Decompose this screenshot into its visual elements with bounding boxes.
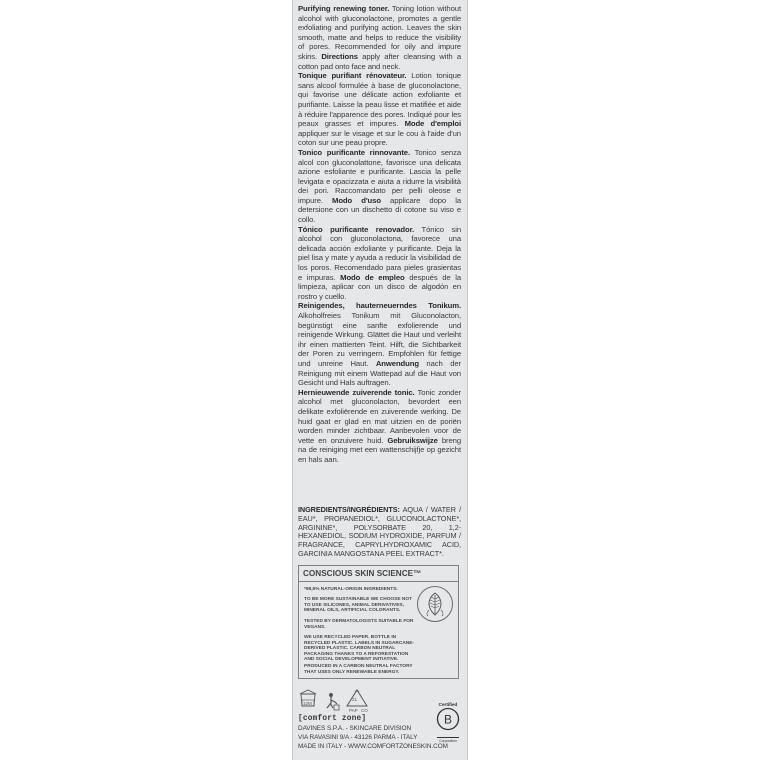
ingredients-block	[298, 506, 461, 559]
directions-heading: Modo d'uso	[332, 195, 381, 205]
recycle-number: 21	[352, 697, 358, 702]
bcorp-corporation-label: Corporation	[439, 739, 457, 743]
claim-natural-origin: *98,5% NATURAL-ORIGIN INGREDIENTS.	[304, 587, 398, 592]
pao-jar-icon	[298, 688, 318, 712]
bcorp-logo-icon	[436, 707, 460, 731]
recycle-material-suffix: CO	[361, 708, 368, 713]
section-en	[298, 4, 461, 71]
section-body: Tonico senza alcol con gluconolattone, favorisce una delicata azione esfoliante e purificante. Lascia la pelle levigata e opacizzata e aiuta a ridurre la visibilità dei pori. Raccomandato per pelli oleose e impure.	[298, 147, 461, 205]
brand-logo: [comfort zone]	[298, 715, 367, 723]
bcorp-badge	[433, 702, 463, 758]
section-heading: Tónico purificante renovador.	[298, 224, 415, 234]
claim-carbon-neutral-factory: PRODUCED IN A CARBON NEUTRAL FACTORY THAT USES ONLY RENEWABLE ENERGY.	[304, 664, 413, 675]
recycle-material: PAP	[349, 708, 358, 713]
section-it	[298, 148, 461, 225]
directions-text: nach der Reinigung mit einem Wattepad auf die Haut von Gesicht und Hals auftragen.	[298, 358, 462, 388]
section-fr	[298, 71, 461, 148]
section-de	[298, 301, 461, 387]
section-es	[298, 225, 461, 302]
box-divider	[299, 581, 458, 582]
leaf-icon	[417, 586, 453, 622]
section-body: Tónico sin alcohol con gluconolactona, favorece una delicada acción exfoliante y purificante. Deja la piel lisa y mate y ayuda a reducir la visibilidad de los poros. Recomendado para pieles grasientas e impuras.	[298, 224, 462, 282]
directions-text: applicare dopo la detersione con un dischetto di cotone su viso e collo.	[298, 195, 461, 225]
directions-text: breng na de reiniging met een wattenschijfje op gezicht en hals aan.	[298, 435, 462, 464]
directions-text: después de la limpieza, aplicar con un disco de algodón en rostro y cuello.	[298, 272, 462, 301]
bcorp-rule	[437, 737, 459, 738]
packaging-symbols	[298, 688, 378, 714]
claim-dermatologist-tested: TESTED BY DERMATOLOGISTS SUITABLE FOR VEGANS.	[304, 619, 414, 630]
claim-no-silicones: TO BE MORE SUSTAINABLE WE CHOOSE NOT TO USE SILICONES, ANIMAL DERIVATIVES, MINERAL OILS, ARTIFICIAL COLORANTS.	[304, 597, 413, 614]
directions-heading: Mode d'emploi	[404, 119, 461, 129]
section-nl	[298, 388, 461, 465]
bcorp-letter: B	[443, 712, 453, 727]
directions-heading: Modo de empleo	[340, 272, 405, 282]
directions-text: apply after cleansing with a cotton pad onto face and neck.	[298, 51, 461, 71]
section-heading: Hernieuwende zuiverende tonic.	[298, 387, 415, 397]
bcorp-certified-label: Certified	[438, 702, 458, 707]
section-heading: Tonique purifiant rénovateur.	[298, 71, 407, 81]
section-body: Tonic zonder alcohol met gluconolacton, bevordert een delikate exfoliërende en zuiverende werking. De huid gaat er glad en mat uitzien en de poriën worden minder zichtbaar. Aanbevolen voor de vette en onzuivere huid.	[298, 387, 461, 445]
description-block	[298, 4, 461, 465]
section-body: Toning lotion without alcohol with gluconolactone, promotes a gentle exfoliating and purifying action. Leaves the skin smooth, matte and helps to reduce the visibility of pores. Recommended for oily and impure skins.	[298, 4, 461, 61]
section-heading: Reinigendes, hauterneuerndes Tonikum.	[298, 301, 461, 311]
address-line: VIA RAVASINI 9/A - 43126 PARMA - ITALY	[298, 734, 418, 741]
box-title: CONSCIOUS SKIN SCIENCE™	[303, 569, 422, 578]
conscious-skin-science-box	[298, 565, 459, 679]
ingredients-heading: INGREDIENTS/INGRÉDIENTS:	[298, 505, 400, 514]
section-body: Alkoholfreies Tonikum mit Gluconolacton, begünstigt eine sanfte exfolierende und reinigende Wirkung. Glättet die Haut und verleiht ihr einen mattierten Teint. Hilft, die Sichtbarkeit der Poren zu verringern. Empfohlen für fettige und unreine Haut.	[298, 311, 461, 368]
claim-recycled-packaging: WE USE RECYCLED PAPER. BOTTLE IN RECYCLED PLASTIC. LABELS IN SUGARCANE-DERIVED PLASTIC. CARBON NEUTRAL PACKAGING THANKS TO A REFORESTATION AND SOCIAL DEVELOPMENT INITIATIVE.	[304, 635, 415, 663]
pao-label: 12M	[303, 701, 312, 706]
directions-heading: Anwendung	[375, 358, 419, 368]
section-body: Lotion tonique sans alcool formulée à base de gluconolactone, qui favorise une délicate action exfoliante et purifiante. Laisse la peau lisse et matifiée et aide à réduire l'apparence des pores. Indiqué pour les peaux grasses et impures.	[298, 71, 461, 129]
directions-heading: Directions	[321, 51, 358, 61]
directions-heading: Gebruikswijze	[387, 435, 438, 445]
directions-text: appliquer sur le visage et sur le cou à l'aide d'un coton sur une peau propre.	[298, 128, 461, 148]
section-heading: Purifying renewing toner.	[298, 4, 390, 13]
manufacturer-line: DAVINES S.P.A. - SKINCARE DIVISION	[298, 725, 412, 732]
website-line: MADE IN ITALY - WWW.COMFORTZONESKIN.COM	[298, 743, 448, 750]
tidyman-icon	[321, 692, 341, 712]
section-heading: Tonico purificante rinnovante.	[298, 147, 411, 157]
ingredients-list: AQUA / WATER / EAU*, PROPANEDIOL*, GLUCONOLACTONE*, ARGININE*, POLYSORBATE 20, 1,2-HEXANEDIOL, SODIUM HYDROXIDE, PARFUM / FRAGRANCE, CAPRYLHYDROXAMIC ACID, GARCINIA MANGOSTANA PEEL EXTRACT*.	[298, 505, 461, 558]
